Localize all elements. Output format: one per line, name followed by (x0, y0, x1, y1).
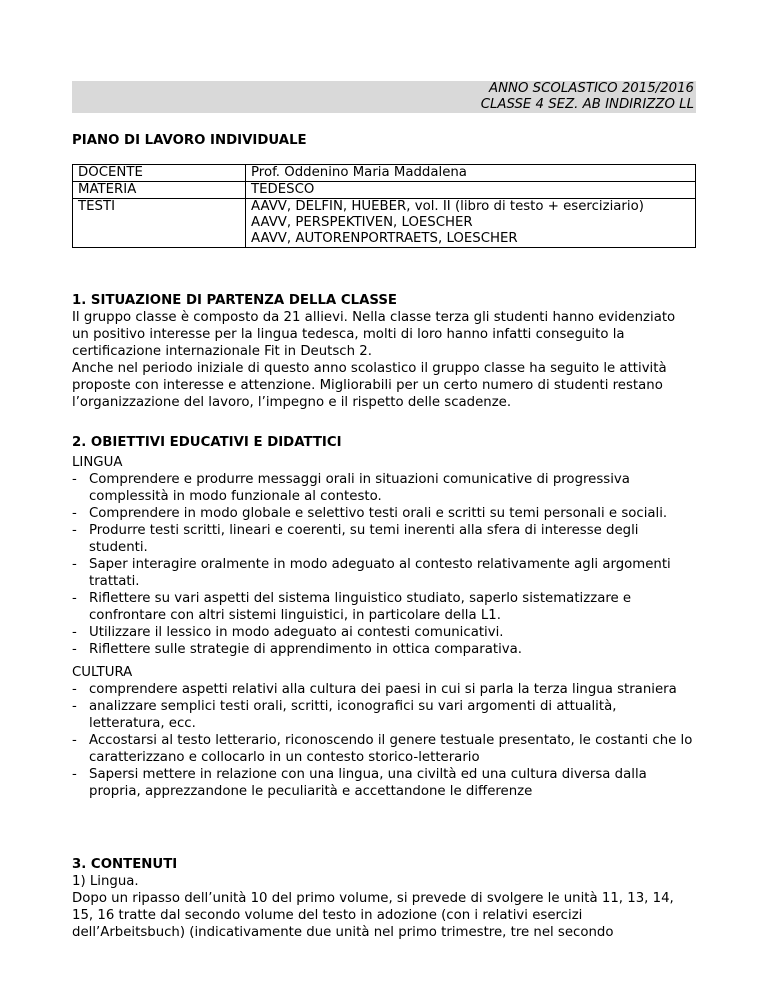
lingua-list (72, 471, 696, 658)
section-contents (72, 856, 696, 941)
list-item: - Accostarsi al testo letterario, riconoscendo il genere testuale presentato, le costanti che lo caratterizzano e collocarlo in un contesto storico-letterario (72, 733, 693, 765)
textbook-3: AAVV, AUTORENPORTRAETS, LOESCHER (251, 231, 518, 246)
header-band (72, 81, 696, 113)
section-heading: 3. CONTENUTI (72, 857, 178, 872)
subheading-lingua-contents: 1) Lingua. (72, 874, 139, 889)
table-row (73, 165, 696, 182)
subheading-cultura: CULTURA (72, 665, 133, 680)
list-item: - Saper interagire oralmente in modo adeguato al contesto relativamente agli argomenti trattati. (72, 557, 671, 589)
textbook-1: AAVV, DELFIN, HUEBER, vol. II (libro di testo + eserciziario) (251, 199, 644, 214)
list-item: - Riflettere su vari aspetti del sistema linguistico studiato, saperlo sistematizzare e confrontare con altri sistemi linguistici, in particolare della L1. (72, 591, 632, 623)
list-item: - Produrre testi scritti, lineari e coerenti, su temi inerenti alla sfera di interesse degli studenti. (72, 523, 639, 555)
table-value: Prof. Oddenino Maria Maddalena (246, 165, 696, 182)
subheading-lingua: LINGUA (72, 455, 123, 470)
list-item: - Comprendere e produrre messaggi orali in situazioni comunicative di progressiva complessità in modo funzionale al contesto. (72, 472, 630, 504)
section-starting-situation (72, 292, 696, 411)
table-value: TEDESCO (246, 182, 696, 199)
list-item: - Utilizzare il lessico in modo adeguato ai contesti comunicativi. (72, 625, 504, 640)
textbook-2: AAVV, PERSPEKTIVEN, LOESCHER (251, 215, 473, 230)
table-key: MATERIA (73, 182, 246, 199)
section-heading: 2. OBIETTIVI EDUCATIVI E DIDATTICI (72, 435, 342, 450)
list-item: - Comprendere in modo globale e selettivo testi orali e scritti su temi personali e sociali. (72, 506, 668, 521)
document-title: PIANO DI LAVORO INDIVIDUALE (72, 133, 307, 148)
table-row (73, 182, 696, 199)
list-item: - comprendere aspetti relativi alla cultura dei paesi in cui si parla la terza lingua straniera (72, 682, 677, 697)
class-info: CLASSE 4 SEZ. AB INDIRIZZO LL (480, 97, 694, 112)
cultura-list (72, 681, 696, 800)
paragraph: Anche nel periodo iniziale di questo anno scolastico il gruppo classe ha seguito le attività proposte con interesse e attenzione. Migliorabili per un certo numero di studenti restano l’organizzazione del lavoro, l’impegno e il rispetto delle scadenze. (72, 361, 667, 410)
list-item: - Sapersi mettere in relazione con una lingua, una civiltà ed una cultura diversa dalla propria, apprezzandone le peculiarità e accettandone le differenze (72, 767, 647, 799)
table-row (73, 199, 696, 248)
paragraph: Il gruppo classe è composto da 21 allievi. Nella classe terza gli studenti hanno evidenziato un positivo interesse per la lingua tedesca, molti di loro hanno infatti conseguito la certificazione internazionale Fit in Deutsch 2. (72, 310, 676, 359)
section-objectives (72, 434, 696, 800)
list-item: - Riflettere sulle strategie di apprendimento in ottica comparativa. (72, 642, 523, 657)
table-value (246, 199, 696, 248)
table-key: DOCENTE (73, 165, 246, 182)
list-item: - analizzare semplici testi orali, scritti, iconografici su vari argomenti di attualità, letteratura, ecc. (72, 699, 617, 731)
paragraph: Dopo un ripasso dell’unità 10 del primo volume, si prevede di svolgere le unità 11, 13, 14, 15, 16 tratte dal secondo volume del testo in adozione (con i relativi esercizi dell’Arbeitsbuch) (indicativamente due unità nel primo trimestre, tre nel secondo (72, 891, 674, 940)
info-table (72, 164, 696, 248)
section-heading: 1. SITUAZIONE DI PARTENZA DELLA CLASSE (72, 293, 398, 308)
table-key: TESTI (73, 199, 246, 248)
school-year: ANNO SCOLASTICO 2015/2016 (489, 81, 694, 96)
